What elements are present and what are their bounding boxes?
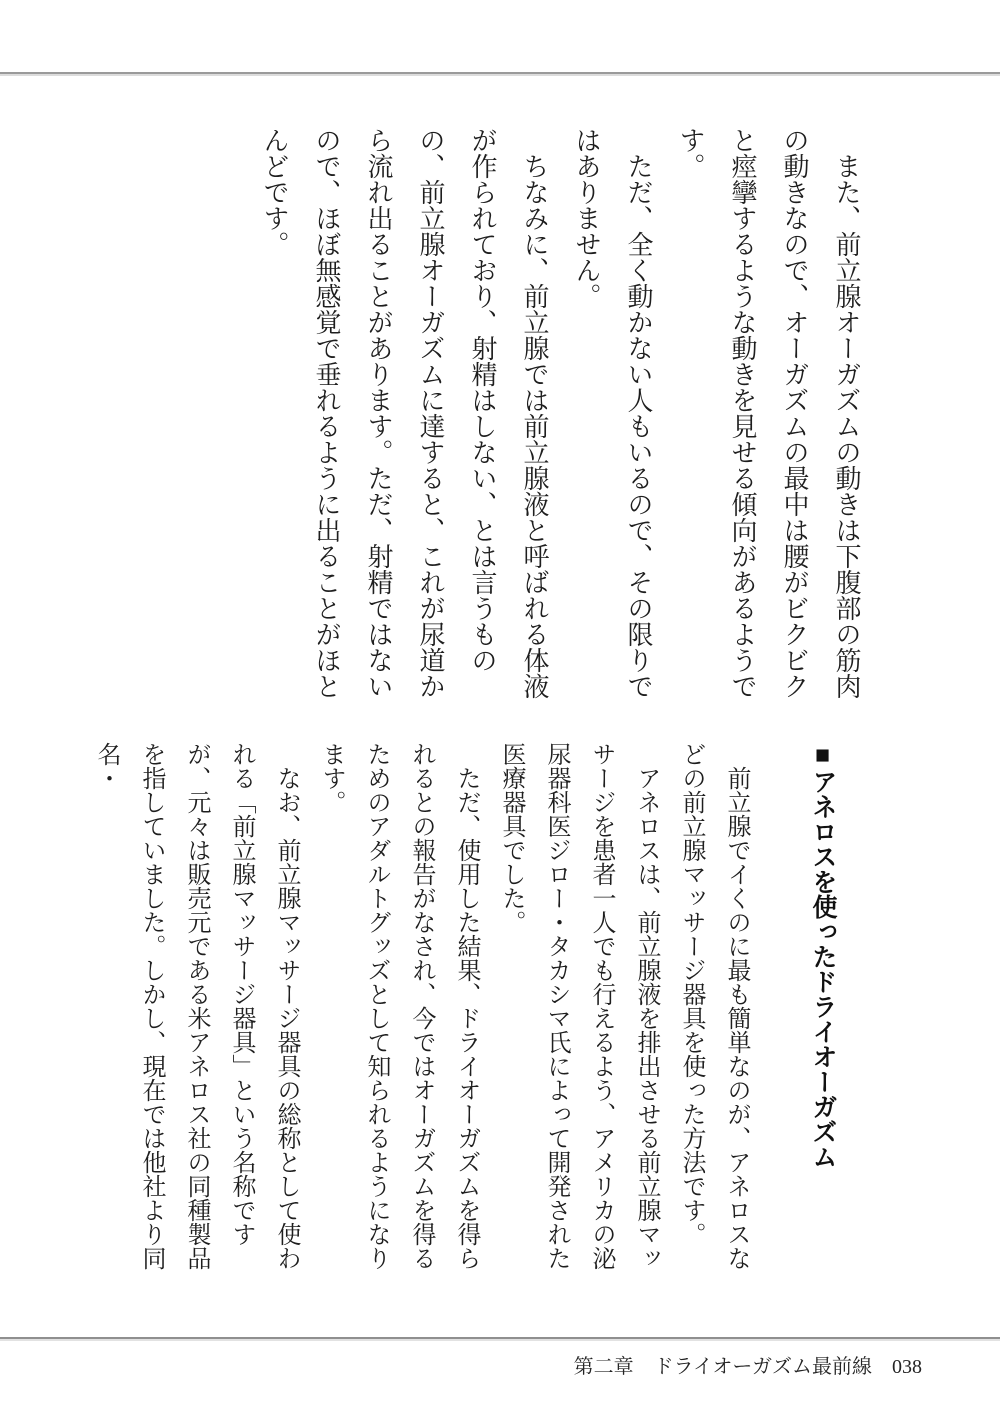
intro-text-block — [248, 127, 872, 705]
section-block — [83, 742, 845, 1272]
footer-section-title: ドライオーガズム最前線 — [653, 1356, 872, 1378]
intro-paragraph-1: また、前立腺オーガズムの動きは下腹部の筋肉の動きなので、オーガズムの最中は腰がビクビクと痙攣するような動きを見せる傾向があるようです。 — [676, 127, 861, 699]
section-heading-text: アネロスを使ったドライオーガズム — [809, 769, 836, 1169]
page-footer — [574, 1350, 922, 1379]
section-heading — [800, 742, 845, 1272]
section-paragraph-1: 前立腺でイくのに最も簡単なのが、アネロスなどの前立腺マッサージ器具を使った方法です。 — [678, 742, 749, 1270]
chapter-label: 第二章 — [573, 1356, 634, 1378]
section-paragraph-3: ただ、使用した結果、ドライオーガズムを得られるとの報告がなされ、今ではオーガズムを得るためのアダルトグッズとして知られるようになります。 — [318, 742, 479, 1270]
header-rule — [0, 72, 1000, 74]
section-marker-square-icon: ■ — [809, 742, 836, 769]
intro-paragraph-3: ちなみに、前立腺では前立腺液と呼ばれる体液が作られており、射精はしない、とは言うものの、前立腺オーガズムに達すると、これが尿道から流れ出ることがあります。ただ、射精ではないので、ほぼ無感覚で垂れるように出ることがほとんどです。 — [260, 127, 549, 699]
section-paragraph-2: アネロスは、前立腺液を排出させる前立腺マッサージを患者一人でも行えるよう、アメリカの泌尿器科医ジロー・タカシマ氏によって開発された医療器具でした。 — [498, 742, 659, 1270]
section-paragraph-4: なお、前立腺マッサージ器具の総称として使われる「前立腺マッサージ器具」という名称ですが、元々は販売元である米アネロス社の同種製品を指していました。しかし、現在では他社より同名・ — [93, 742, 299, 1270]
page-number: 038 — [892, 1356, 922, 1378]
footer-rule — [0, 1337, 1000, 1339]
intro-paragraph-2: ただ、全く動かない人もいるので、その限りではありません。 — [572, 127, 653, 699]
